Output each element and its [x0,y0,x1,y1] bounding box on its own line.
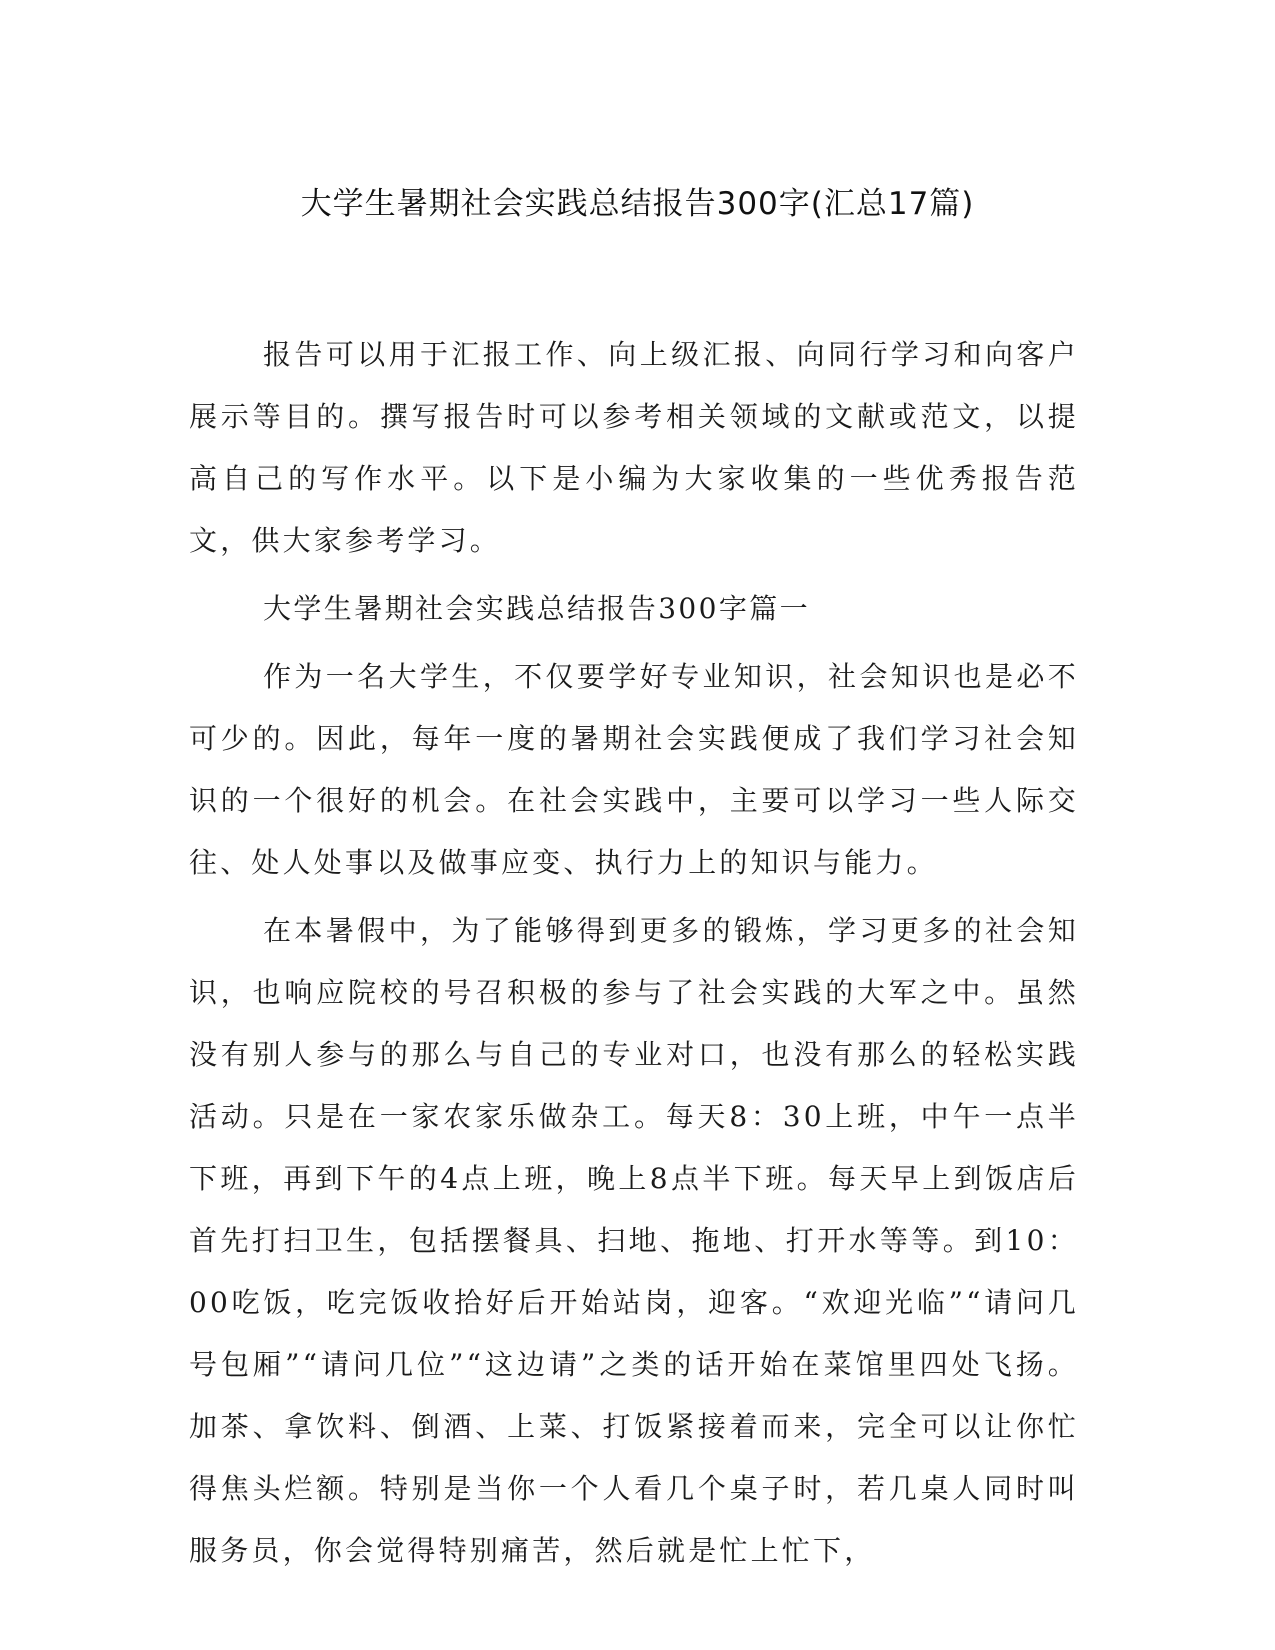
section-heading: 大学生暑期社会实践总结报告300字篇一 [263,592,811,625]
intro-paragraph: 报告可以用于汇报工作、向上级汇报、向同行学习和向客户展示等目的。撰写报告时可以参考相关领域的文献或范文，以提高自己的写作水平。以下是小编为大家收集的一些优秀报告范文，供大家参考学习。 [189,338,1079,557]
document-title: 大学生暑期社会实践总结报告300字(汇总17篇) [300,186,975,222]
document-body [189,324,1079,1588]
body-paragraph: 在本暑假中，为了能够得到更多的锻炼，学习更多的社会知识，也响应院校的号召积极的参与了社会实践的大军之中。虽然没有别人参与的那么与自己的专业对口，也没有那么的轻松实践活动。只是在一家农家乐做杂工。每天8：30上班，中午一点半下班，再到下午的4点上班，晚上8点半下班。每天早上到饭店后首先打扫卫生，包括摆餐具、扫地、拖地、打开水等等。到10：00吃饭，吃完饭收拾好后开始站岗，迎客。“欢迎光临”“请问几号包厢”“请问几位”“这边请”之类的话开始在菜馆里四处飞扬。加茶、拿饮料、倒酒、上菜、打饭紧接着而来，完全可以让你忙得焦头烂额。特别是当你一个人看几个桌子时，若几桌人同时叫服务员，你会觉得特别痛苦，然后就是忙上忙下， [189,914,1079,1567]
body-paragraph: 作为一名大学生，不仅要学好专业知识，社会知识也是必不可少的。因此，每年一度的暑期社会实践便成了我们学习社会知识的一个很好的机会。在社会实践中，主要可以学习一些人际交往、处人处事以及做事应变、执行力上的知识与能力。 [189,660,1079,879]
